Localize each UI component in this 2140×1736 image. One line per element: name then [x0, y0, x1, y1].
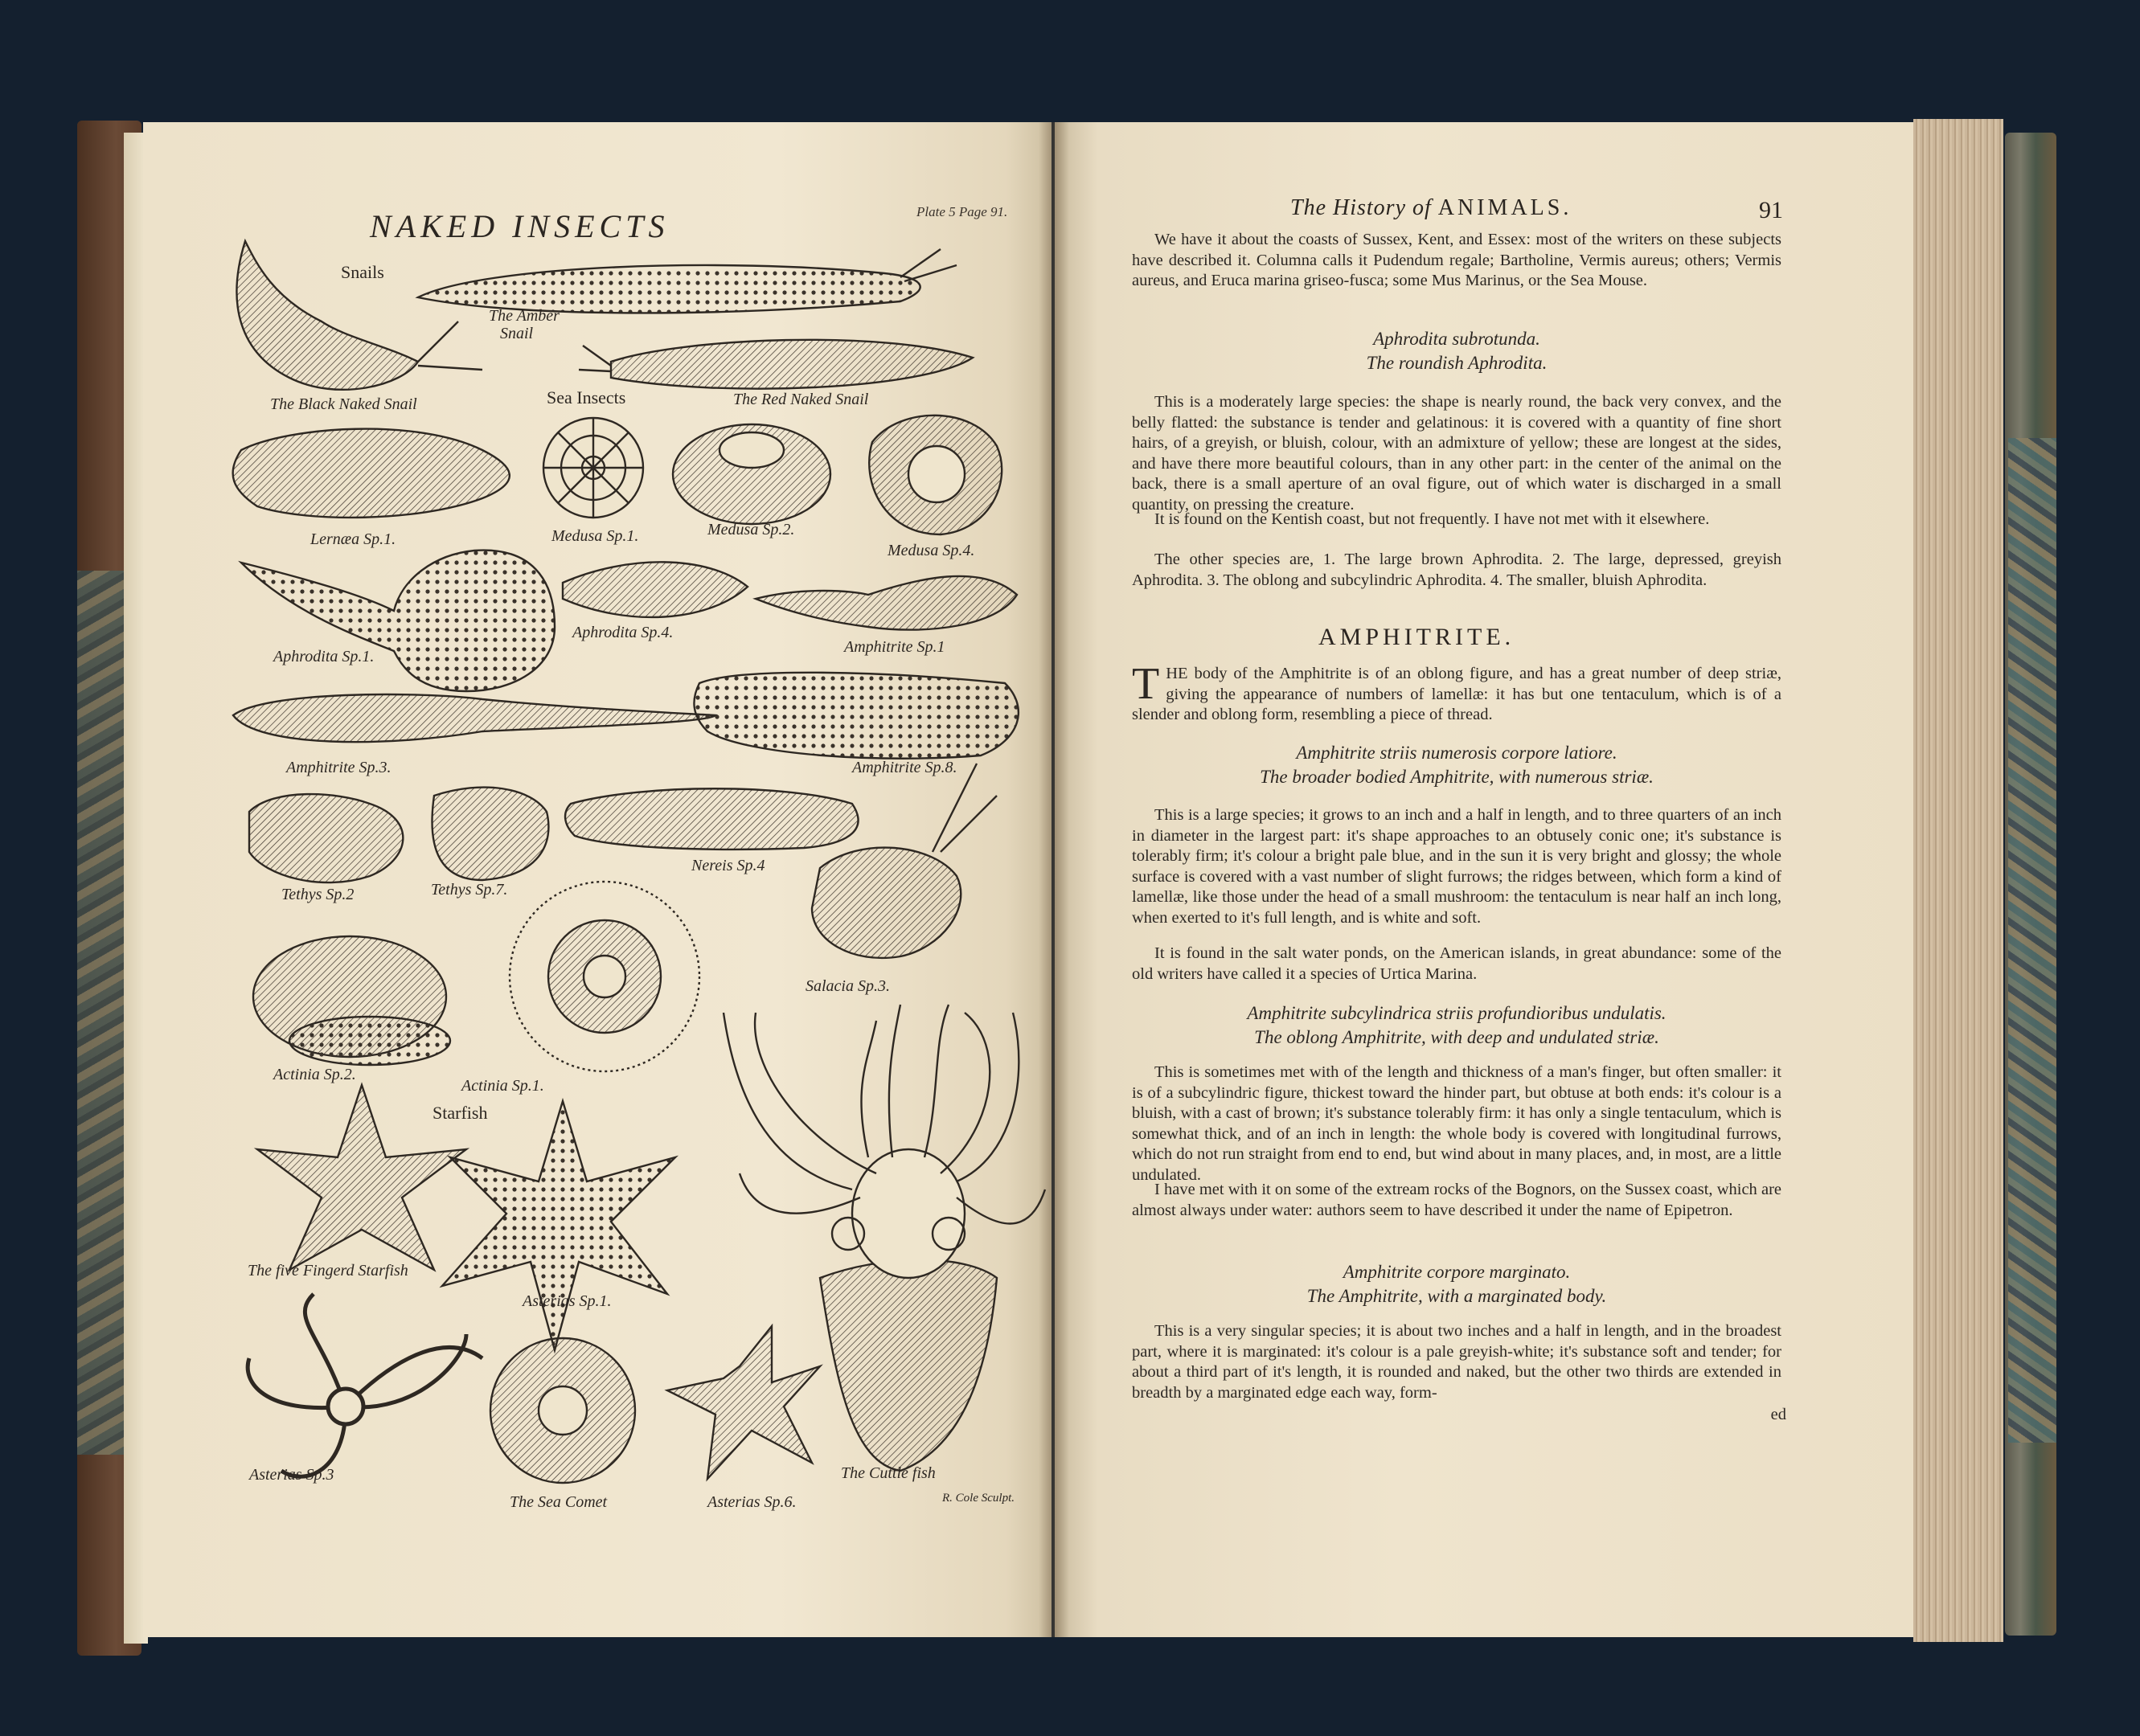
label-aphrodita-1: Aphrodita Sp.1. — [273, 648, 375, 665]
label-snails: Snails — [341, 262, 384, 282]
label-amphitrite-3: Amphitrite Sp.3. — [286, 759, 392, 776]
label-starfish: Starfish — [433, 1103, 488, 1123]
subheading-2-english: The broader bodied Amphitrite, with numerous striæ. — [1260, 767, 1654, 787]
red-naked-snail-figure — [579, 340, 973, 389]
aphrodita-1-figure — [241, 551, 555, 691]
running-head-word: The — [1290, 195, 1326, 220]
asterias-3-figure — [248, 1294, 482, 1476]
medusa-1-figure — [543, 418, 643, 518]
paragraph-6: This is a large species; it grows to an inch and a half in length, and to three quarters of an inch in diameter in the largest part: it's shape approaches to an obtusely conic one; it's substance is tolerably firm; it's colour a bright pale blue, and in the sun it is very bright and glossy; the whole surface is covered with a vast number of slight furrows; the ridges between, which form a kind of lamellæ, like those under the head of a small mushroom: the tentaculum is near half an inch long, when exerted to it's full length, and is white and soft. — [1132, 806, 1781, 927]
label-asterias-3: Asterias Sp.3 — [249, 1466, 334, 1484]
running-head-word: History — [1333, 195, 1406, 220]
label-lernaea: Lernæa Sp.1. — [310, 530, 396, 548]
label-asterias-1: Asterias Sp.1. — [523, 1292, 612, 1310]
label-red-naked-snail: The Red Naked Snail — [733, 391, 869, 408]
label-actinia-2: Actinia Sp.2. — [273, 1066, 356, 1083]
salacia-3-figure — [812, 764, 997, 958]
actinia-1-figure — [510, 882, 699, 1071]
label-black-naked-snail: The Black Naked Snail — [270, 395, 417, 413]
paragraph-4: The other species are, 1. The large brown Aphrodita. 2. The large, depressed, greyish Aphrodita. 3. The oblong and subcylindric Aphrodita. 4. The smaller, bluish Aphrodita. — [1132, 551, 1781, 589]
running-head-caps: ANIMALS. — [1437, 195, 1572, 220]
lernaea-figure — [233, 429, 510, 518]
label-sea-insects: Sea Insects — [547, 387, 626, 407]
paragraph-7: It is found in the salt water ponds, on the American islands, in great abundance: some of the old writers have called it a species of Urtica Marina. — [1132, 944, 1781, 983]
subheading-3-english: The oblong Amphitrite, with deep and undulated striæ. — [1254, 1027, 1659, 1047]
paragraph-10: This is a very singular species; it is about two inches and a half in length, and in the broadest part, where it is marginated: it's colour is a pale greyish-white; it's substance soft and tender; for about a third part of it's length, it is rounded and naked, but the other two thirds are extended in breadth by a marginated edge each way, form- — [1132, 1322, 1781, 1402]
subheading-4-latin: Amphitrite corpore marginato. — [1343, 1262, 1571, 1282]
sea-comet-figure — [490, 1338, 635, 1483]
asterias-6-figure — [667, 1326, 820, 1479]
label-medusa-2: Medusa Sp.2. — [707, 521, 795, 538]
subheading-1-english: The roundish Aphrodita. — [1366, 353, 1548, 373]
asterias-1-figure — [442, 1101, 675, 1350]
label-aphrodita-4: Aphrodita Sp.4. — [572, 624, 674, 641]
paragraph-8: This is sometimes met with of the length and thickness of a man's finger, but often smaller: it is of a subcylindric figure, thickest toward the hinder part, but obtuse at both ends: it's colour is a bluish, with a cast of brown; it's substance tolerably firm: it has only a single tentaculum, which is somewhat thick, and of an inch in length: the whole body is covered with longitudinal furrows, which do not run straight from end to end, but wind about in many places, and, in most, are a little undulated. — [1132, 1063, 1781, 1184]
paragraph-5 — [1132, 659, 1781, 726]
paragraph-2: This is a moderately large species: the shape is nearly round, the back very convex, and the belly flatted: the substance is tender and gelatinous: it is covered with a quantity of fine short hairs, of a greyish, or bluish, colour, with an admixture of yellow; these are longest at the sides, and have there more beautiful colours, than in any other part: in the center of the animal on the back, there is a small aperture of an oval figure, out of which water is discharged in a small quantity, on pressing the creature. — [1132, 393, 1781, 514]
subheading-1-latin: Aphrodita subrotunda. — [1373, 329, 1540, 349]
label-salacia-3: Salacia Sp.3. — [806, 977, 890, 995]
medusa-2-figure — [673, 424, 830, 524]
aphrodita-4-figure — [563, 562, 748, 617]
label-amphitrite-8: Amphitrite Sp.8. — [852, 759, 957, 776]
paragraph-3: It is found on the Kentish coast, but not frequently. I have not met with it elsewhere. — [1154, 510, 1710, 528]
running-head-word: of — [1412, 195, 1432, 220]
tethys-2-figure — [249, 794, 403, 882]
subheading-4-english: The Amphitrite, with a marginated body. — [1306, 1286, 1607, 1306]
nereis-4-figure — [565, 788, 858, 850]
label-asterias-6: Asterias Sp.6. — [707, 1493, 797, 1511]
subheading-3-latin: Amphitrite subcylindrica striis profundioribus undulatis. — [1247, 1003, 1666, 1023]
label-amphitrite-1: Amphitrite Sp.1 — [844, 638, 945, 656]
label-cuttle-fish: The Cuttle fish — [841, 1464, 936, 1482]
label-actinia-1: Actinia Sp.1. — [461, 1077, 544, 1095]
section-heading: AMPHITRITE. — [1318, 624, 1515, 650]
plate-title: NAKED INSECTS — [370, 208, 670, 244]
catchword: ed — [1770, 1406, 1786, 1423]
page-number: 91 — [1759, 197, 1783, 223]
label-amber-snail-line1: The Amber — [489, 307, 560, 325]
amphitrite-3-figure — [233, 694, 715, 742]
subheading-2-latin: Amphitrite striis numerosis corpore latiore. — [1296, 743, 1617, 763]
paragraph-9: I have met with it on some of the extream rocks of the Bognors, on the Sussex coast, which are almost always under water: authors seem to have described it under the name of Epipetron. — [1132, 1181, 1781, 1219]
label-amber-snail-line2: Snail — [500, 325, 534, 342]
medusa-4-figure — [869, 416, 1002, 534]
label-medusa-4: Medusa Sp.4. — [888, 542, 975, 559]
plate-reference: Plate 5 Page 91. — [916, 204, 1008, 219]
label-nereis-4: Nereis Sp.4 — [691, 857, 765, 874]
engraver-credit: R. Cole Sculpt. — [942, 1492, 1015, 1505]
actinia-2-figure — [253, 936, 450, 1065]
amber-snail-figure — [418, 249, 957, 313]
paragraph-1: We have it about the coasts of Sussex, Kent, and Essex: most of the writers on these subjects have described it. Columna calls it Pudendum regale; Bartholine, Vermis aureus; others; Vermis aureus, and Eruca marina griseo-fusca; some Mus Marinus, or the Sea Mouse. — [1132, 231, 1781, 290]
label-tethys-7: Tethys Sp.7. — [431, 881, 508, 899]
tethys-7-figure — [433, 788, 549, 880]
label-five-fingerd-starfish: The five Fingerd Starfish — [248, 1262, 408, 1279]
amphitrite-1-figure — [756, 576, 1017, 630]
label-medusa-1: Medusa Sp.1. — [551, 527, 639, 545]
running-head — [1290, 195, 1572, 221]
label-tethys-2: Tethys Sp.2 — [281, 886, 355, 903]
drop-cap: T — [1132, 659, 1160, 709]
amphitrite-8-figure — [694, 673, 1018, 759]
label-sea-comet: The Sea Comet — [510, 1493, 608, 1511]
paragraph-5-text: HE body of the Amphitrite is of an oblong figure, and has a great number of deep striæ, giving the appearance of numbers of lamellæ: it has but one tentaculum, which is of a slender and oblong form, resembling a piece of thread. — [1132, 665, 1781, 724]
